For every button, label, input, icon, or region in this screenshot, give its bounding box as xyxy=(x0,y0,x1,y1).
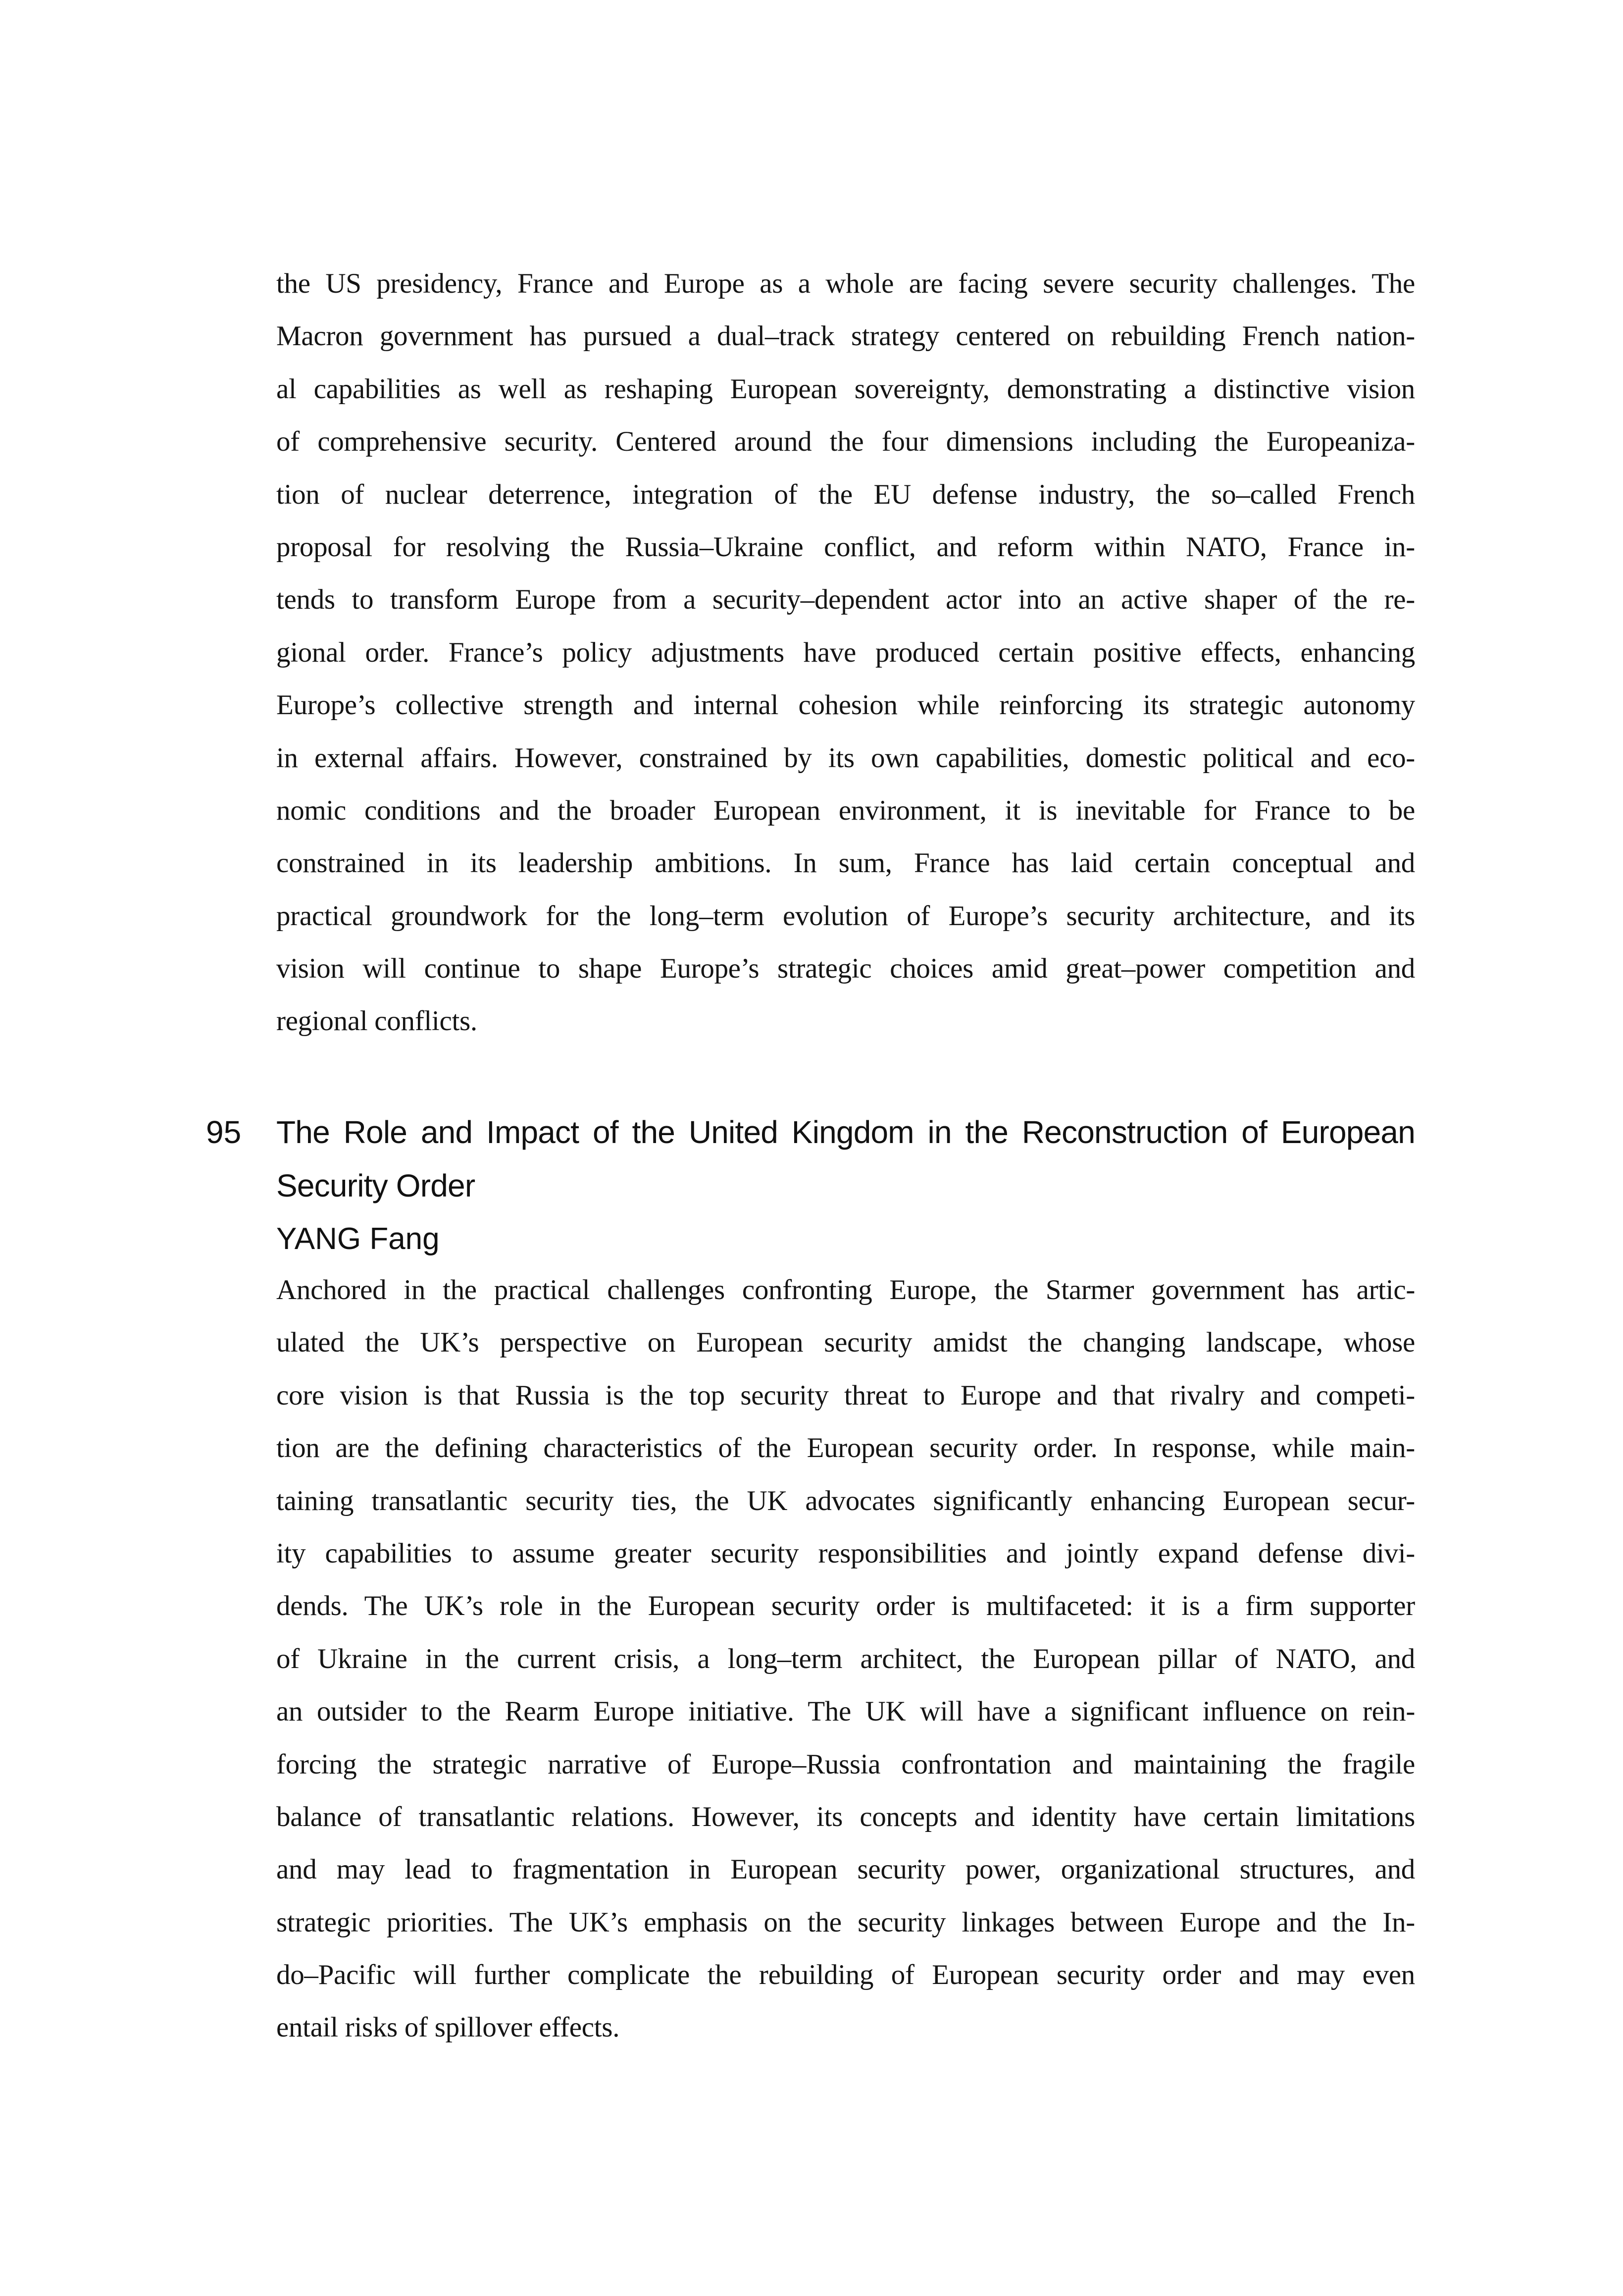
title-line: The Role and Impact of the United Kingdom in the Reconstruction of European xyxy=(276,1114,1415,1150)
text-line: Anchored in the practical challenges confronting Europe, the Starmer government has artic- xyxy=(276,1274,1415,1305)
text-line: tends to transform Europe from a security–dependent actor into an active shaper of the re- xyxy=(276,584,1415,616)
entry-number: 95 xyxy=(206,1114,242,1150)
text-line: constrained in its leadership ambitions. In sum, France has laid certain conceptual and xyxy=(276,847,1415,879)
entry-author: YANG Fang xyxy=(276,1222,440,1256)
text-line: regional conflicts. xyxy=(276,1005,477,1037)
entry-title xyxy=(276,1105,1415,1212)
text-line: of comprehensive security. Centered around the four dimensions including the Europeaniza- xyxy=(276,426,1415,458)
text-line: forcing the strategic narrative of Europe–Russia confrontation and maintaining the fragile xyxy=(276,1748,1415,1780)
text-line: balance of transatlantic relations. However, its concepts and identity have certain limitations xyxy=(276,1801,1415,1832)
text-line: the US presidency, France and Europe as a whole are facing severe security challenges. The xyxy=(276,268,1415,299)
entry-abstract-paragraph xyxy=(276,1264,1415,2054)
text-line: dends. The UK’s role in the European security order is multifaceted: it is a firm supporter xyxy=(276,1590,1415,1622)
title-line: Security Order xyxy=(276,1168,475,1203)
text-line: ity capabilities to assume greater security responsibilities and jointly expand defense divi- xyxy=(276,1537,1415,1569)
text-line: in external affairs. However, constrained by its own capabilities, domestic political and eco- xyxy=(276,742,1415,774)
text-line: gional order. France’s policy adjustments have produced certain positive effects, enhancing xyxy=(276,636,1415,668)
text-line: proposal for resolving the Russia–Ukraine conflict, and reform within NATO, France in- xyxy=(276,531,1415,563)
text-line: core vision is that Russia is the top security threat to Europe and that rivalry and competi- xyxy=(276,1379,1415,1411)
text-line: taining transatlantic security ties, the UK advocates significantly enhancing European secur- xyxy=(276,1485,1415,1516)
text-line: strategic priorities. The UK’s emphasis on the security linkages between Europe and the In- xyxy=(276,1906,1415,1938)
text-line: of Ukraine in the current crisis, a long–term architect, the European pillar of NATO, and xyxy=(276,1643,1415,1674)
text-line: tion of nuclear deterrence, integration of the EU defense industry, the so–called French xyxy=(276,478,1415,510)
text-line: and may lead to fragmentation in European security power, organizational structures, and xyxy=(276,1854,1415,1885)
text-line: practical groundwork for the long–term evolution of Europe’s security architecture, and its xyxy=(276,900,1415,932)
continued-abstract-paragraph xyxy=(276,258,1415,1048)
text-line: al capabilities as well as reshaping European sovereignty, demonstrating a distinctive vision xyxy=(276,373,1415,405)
text-line: do–Pacific will further complicate the rebuilding of European security order and may even xyxy=(276,1959,1415,1991)
text-line: tion are the defining characteristics of the European security order. In response, while main- xyxy=(276,1432,1415,1464)
text-line: Europe’s collective strength and internal cohesion while reinforcing its strategic autonomy xyxy=(276,689,1415,721)
text-line: vision will continue to shape Europe’s strategic choices amid great–power competition and xyxy=(276,953,1415,985)
text-line: Macron government has pursued a dual–track strategy centered on rebuilding French nation- xyxy=(276,320,1415,352)
text-line: entail risks of spillover effects. xyxy=(276,2012,620,2043)
text-line: ulated the UK’s perspective on European security amidst the changing landscape, whose xyxy=(276,1327,1415,1358)
text-line: an outsider to the Rearm Europe initiative. The UK will have a significant influence on rein- xyxy=(276,1696,1415,1727)
text-line: nomic conditions and the broader European environment, it is inevitable for France to be xyxy=(276,794,1415,826)
